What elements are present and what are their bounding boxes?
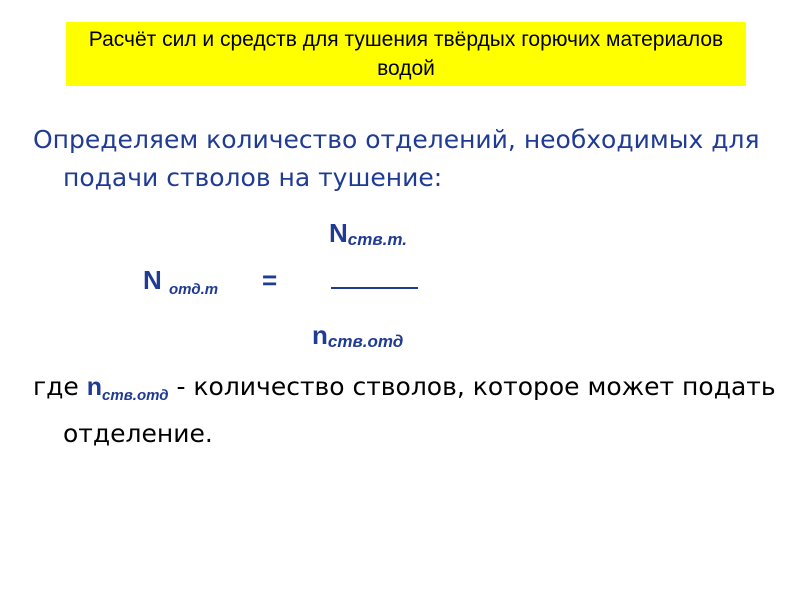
denominator-symbol: n: [312, 320, 328, 350]
denominator-subscript: ств.отд: [327, 332, 404, 351]
explanation-text: - количество стволов, которое может подать отделение.: [63, 372, 776, 448]
slide-title: Расчёт сил и средств для тушения твёрдых горючих материалов водой: [88, 28, 724, 80]
formula-equals-sign: =: [262, 265, 278, 295]
explanation-prefix: где: [33, 372, 87, 401]
explanation-var-symbol: n: [86, 373, 103, 401]
explanation-variable: [86, 373, 169, 404]
lead-paragraph: Определяем количество отделений, необходимых для подачи стволов на тушение:: [33, 125, 760, 192]
title-banner: [66, 22, 746, 86]
numerator-symbol: N: [329, 218, 348, 248]
formula-denominator: [312, 320, 403, 352]
lhs-subscript: отд.т: [169, 281, 219, 298]
explanation-paragraph: [33, 368, 800, 453]
formula-lhs: [143, 265, 218, 298]
numerator-subscript: ств.т.: [347, 230, 407, 249]
formula-numerator: [329, 218, 407, 250]
explanation-var-subscript: ств.отд: [102, 387, 169, 404]
fraction-bar: [331, 287, 418, 289]
lhs-symbol: N: [143, 265, 162, 295]
